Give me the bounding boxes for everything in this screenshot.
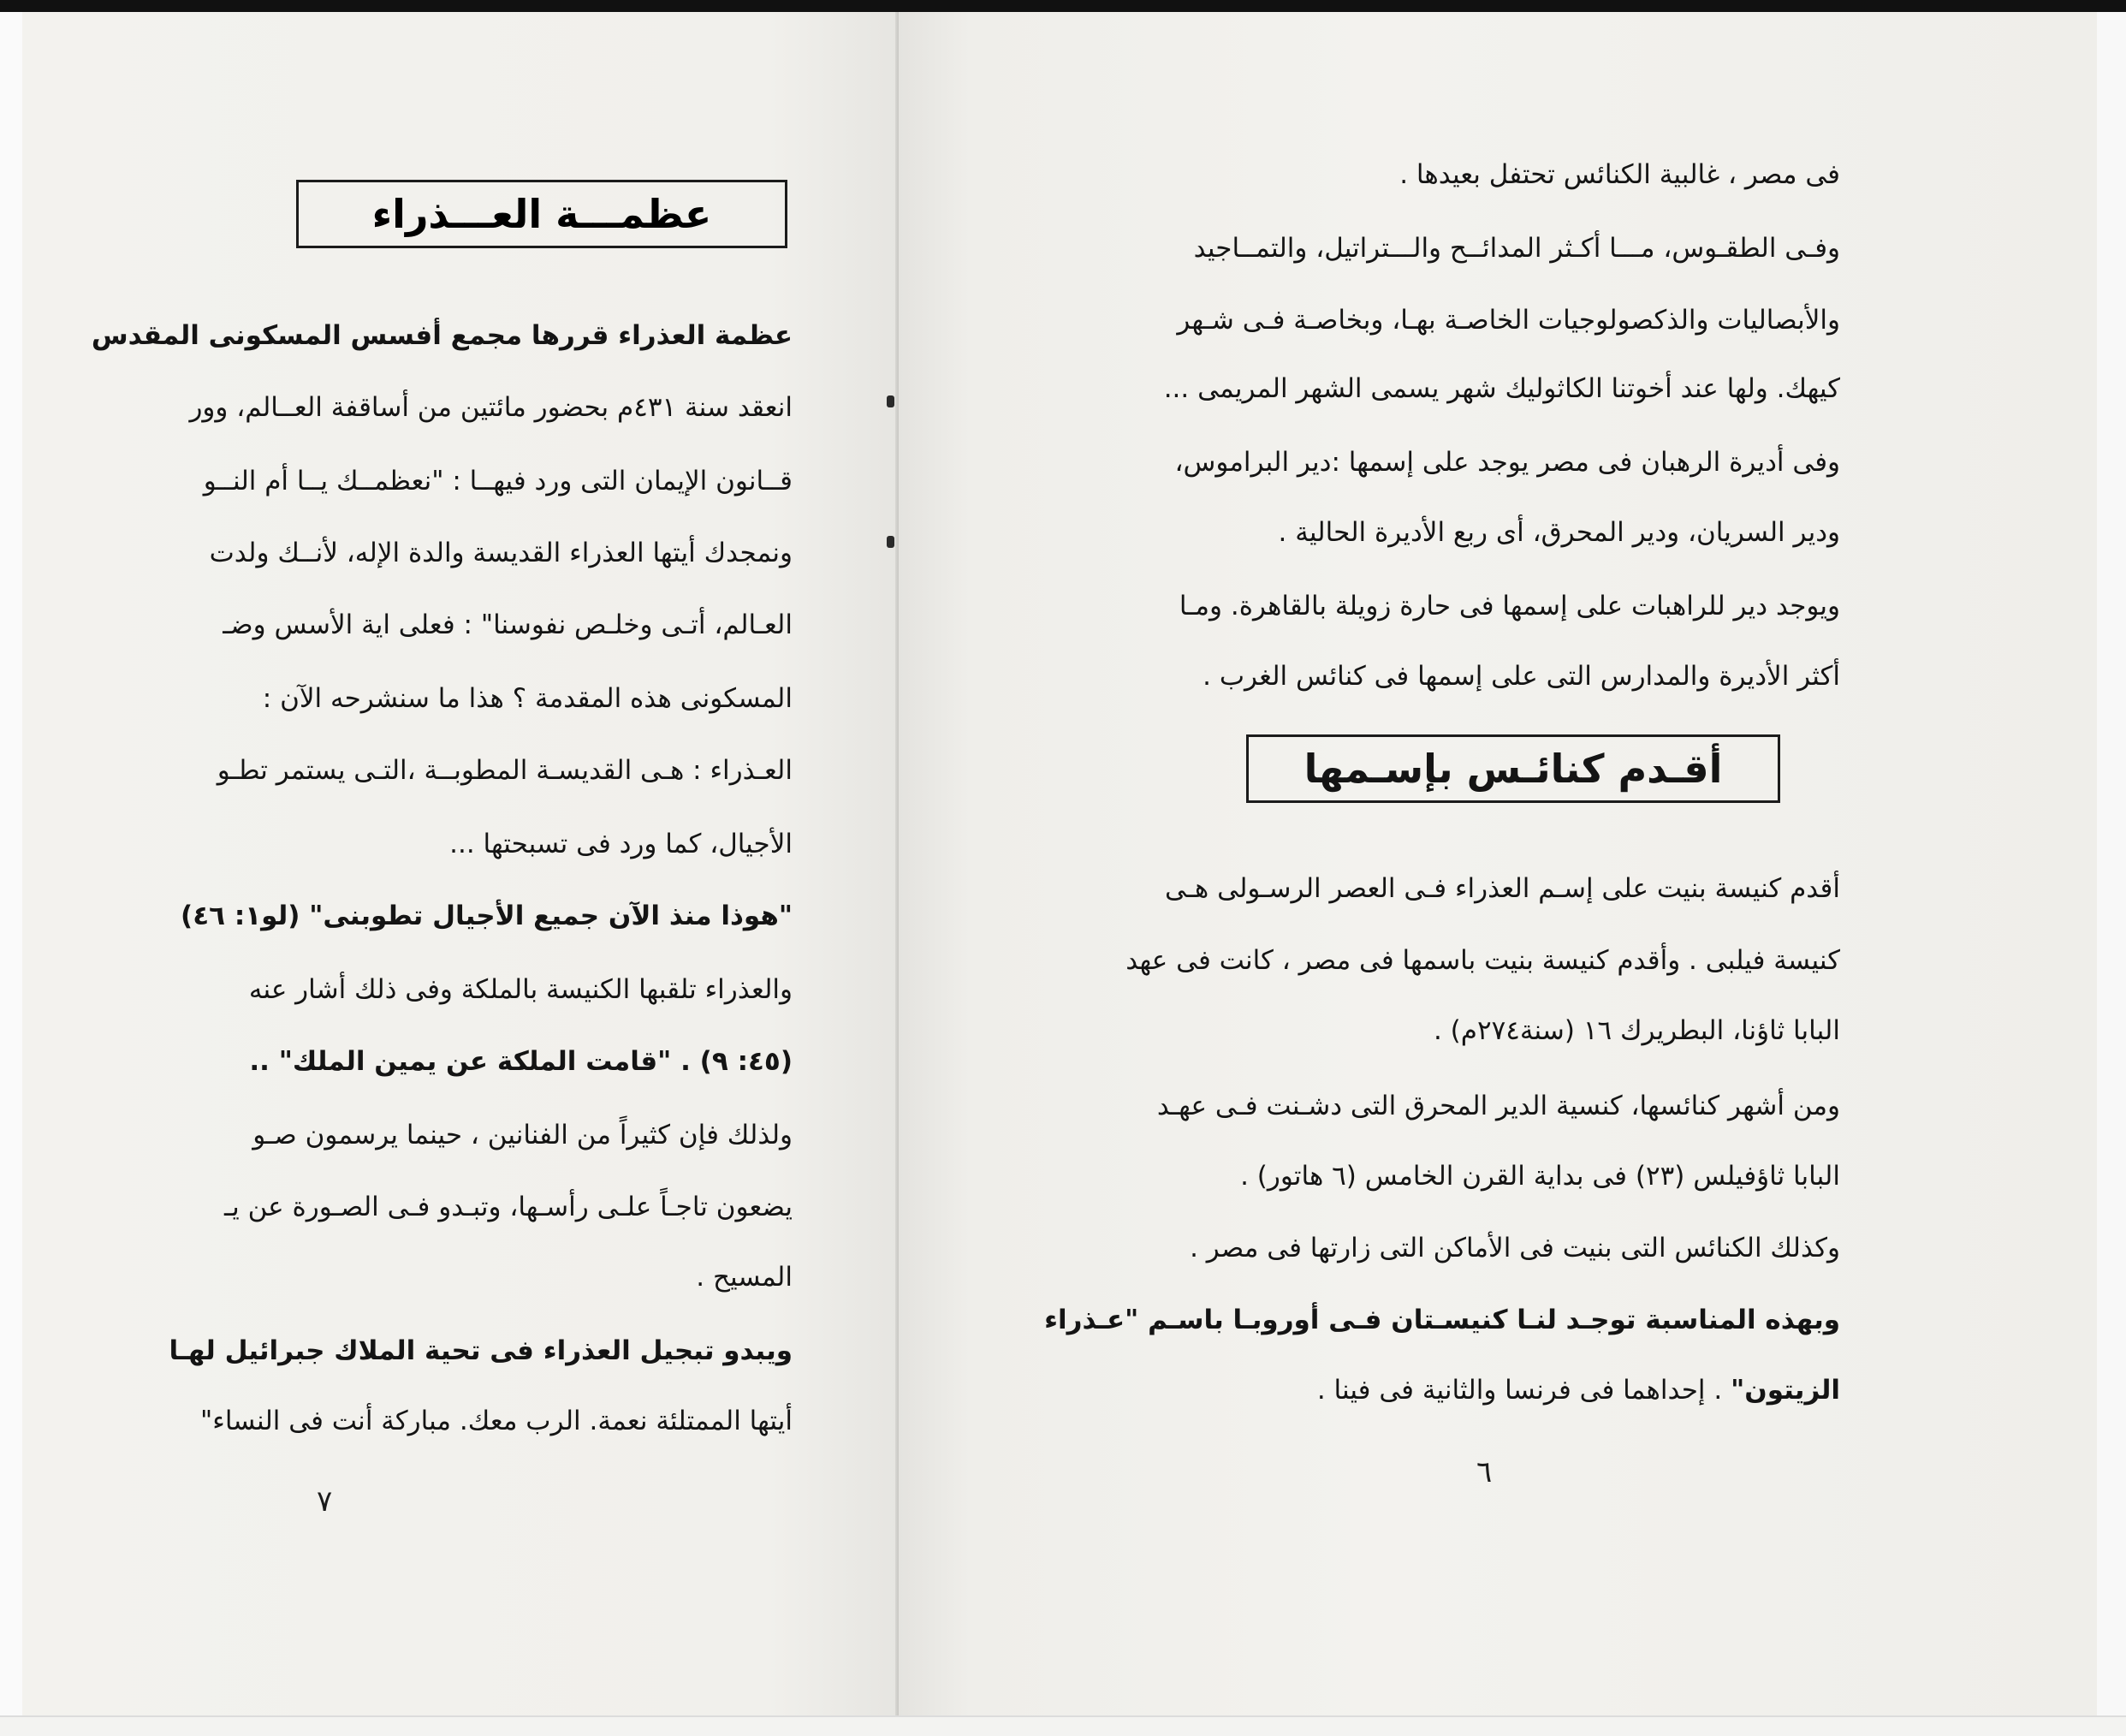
left-line-2: انعقد سنة ٤٣١م بحضور مائتين من أساقفة العــالم، وور <box>189 392 793 423</box>
left-line-7: العـذراء : هـى القديسـة المطوبــة ،التـى يستمر تطـو <box>217 755 793 786</box>
left-line-4: ونمجدك أيتها العذراء القديسة والدة الإله، لأنــك ولدت <box>209 538 793 568</box>
right-line-2: وفـى الطقـوس، مـــا أكـثر المدائــح والـــتراتيل، والتمــاجيد <box>1193 233 1840 264</box>
left-line-15: ويبدو تبجيل العذراء فى تحية الملاك جبرائيل لهـا <box>169 1335 793 1366</box>
right-line-4: كيهك. ولها عند أخوتنا الكاثوليك شهر يسمى الشهر المريمى ... <box>1163 373 1840 404</box>
right-page-body <box>959 144 1840 1428</box>
right-line-14: وكذلك الكنائس التى بنيت فى الأماكن التى زارتها فى مصر . <box>1190 1233 1840 1263</box>
left-line-16: أيتها الممتلئة نعمة. الرب معك. مباركة أنت فى النساء" <box>200 1406 793 1436</box>
left-line-8: الأجيال، كما ورد فى تسبحتها ... <box>449 829 793 859</box>
right-line-5: وفى أديرة الرهبان فى مصر يوجد على إسمها :دير البراموس، <box>1174 447 1840 478</box>
right-line-10: كنيسة فيلبى . وأقدم كنيسة بنيت باسمها فى مصر ، كانت فى عهد <box>1125 945 1840 976</box>
left-page <box>22 12 899 1715</box>
right-page-number: ٦ <box>1476 1455 1493 1489</box>
left-page-number: ٧ <box>317 1484 333 1519</box>
left-page-heading: عظمـــة العـــذراء <box>296 180 787 248</box>
right-line-13: البابا ثاؤفيلس (٢٣) فى بداية القرن الخامس (٦ هاتور) . <box>1240 1161 1840 1192</box>
right-line-12: ومن أشهر كنائسها، كنسية الدير المحرق التى دشـنت فـى عهـد <box>1156 1091 1840 1121</box>
right-line-8: أكثر الأديرة والمدارس التى على إسمها فى كنائس الغرب . <box>1203 661 1840 692</box>
right-line-16-bold-prefix: الزيتون" <box>1731 1375 1840 1406</box>
left-page-body <box>22 156 803 1440</box>
left-line-12: ولذلك فإن كثيراً من الفنانين ، حينما يرسمون صـو <box>252 1120 793 1150</box>
right-line-9: أقدم كنيسة بنيت على إسـم العذراء فـى العصر الرسـولى هـى <box>1165 873 1840 904</box>
left-line-1: عظمة العذراء قررها مجمع أفسس المسكونى المقدس <box>91 320 793 351</box>
left-line-10: والعذراء تلقبها الكنيسة بالملكة وفى ذلك أشار عنه <box>248 974 793 1005</box>
staple-hole-top <box>887 395 894 407</box>
right-line-7: ويوجد دير للراهبات على إسمها فى حارة زويلة بالقاهرة. ومـا <box>1179 591 1840 621</box>
right-line-11: البابا ثاؤنا، البطريرك ١٦ (سنة٢٧٤م) . <box>1433 1015 1840 1046</box>
right-line-1: فى مصر ، غالبية الكنائس تحتفل بعيدها . <box>1399 159 1840 190</box>
left-line-13: يضعون تاجـاً علـى رأسـها، وتبـدو فـى الصـورة عن يـ <box>224 1192 793 1222</box>
left-line-5: العـالم، أتـى وخلـص نفوسنا" : فعلى اية الأسس وضـ <box>223 609 793 640</box>
right-line-15: وبهذه المناسبة توجـد لنـا كنيسـتان فـى أوروبـا باسـم "عـذراء <box>1044 1305 1840 1335</box>
left-line-11: (٤٥: ٩) . "قامت الملكة عن يمين الملك" .. <box>249 1046 793 1077</box>
scan-left-margin <box>0 12 22 1715</box>
staple-hole-bottom <box>887 536 894 548</box>
right-line-16: الزيتون" . إحداهما فى فرنسا والثانية فى فينا . <box>1316 1375 1840 1406</box>
left-line-6: المسكونى هذه المقدمة ؟ هذا ما سنشرحه الآن : <box>262 683 793 714</box>
left-line-3: قــانون الإيمان التى ورد فيهــا : "نعظمــك يــا أم النــو <box>203 466 793 496</box>
right-page-heading: أقـدم كنائـس بإسـمها <box>1246 734 1780 803</box>
left-line-14: المسيح . <box>696 1262 793 1293</box>
scan-bottom-edge <box>0 1717 2126 1736</box>
right-line-3: والأبصاليات والذكصولوجيات الخاصـة بهـا، وبخاصـة فـى شـهر <box>1177 305 1840 336</box>
right-line-6: ودير السريان، ودير المحرق، أى ربع الأديرة الحالية . <box>1278 517 1840 548</box>
left-line-9: "هوذا منذ الآن جميع الأجيال تطوبنى" (لو١: ٤٦) <box>181 901 793 931</box>
scan-right-margin <box>2097 12 2126 1715</box>
scan-top-edge <box>0 0 2126 12</box>
